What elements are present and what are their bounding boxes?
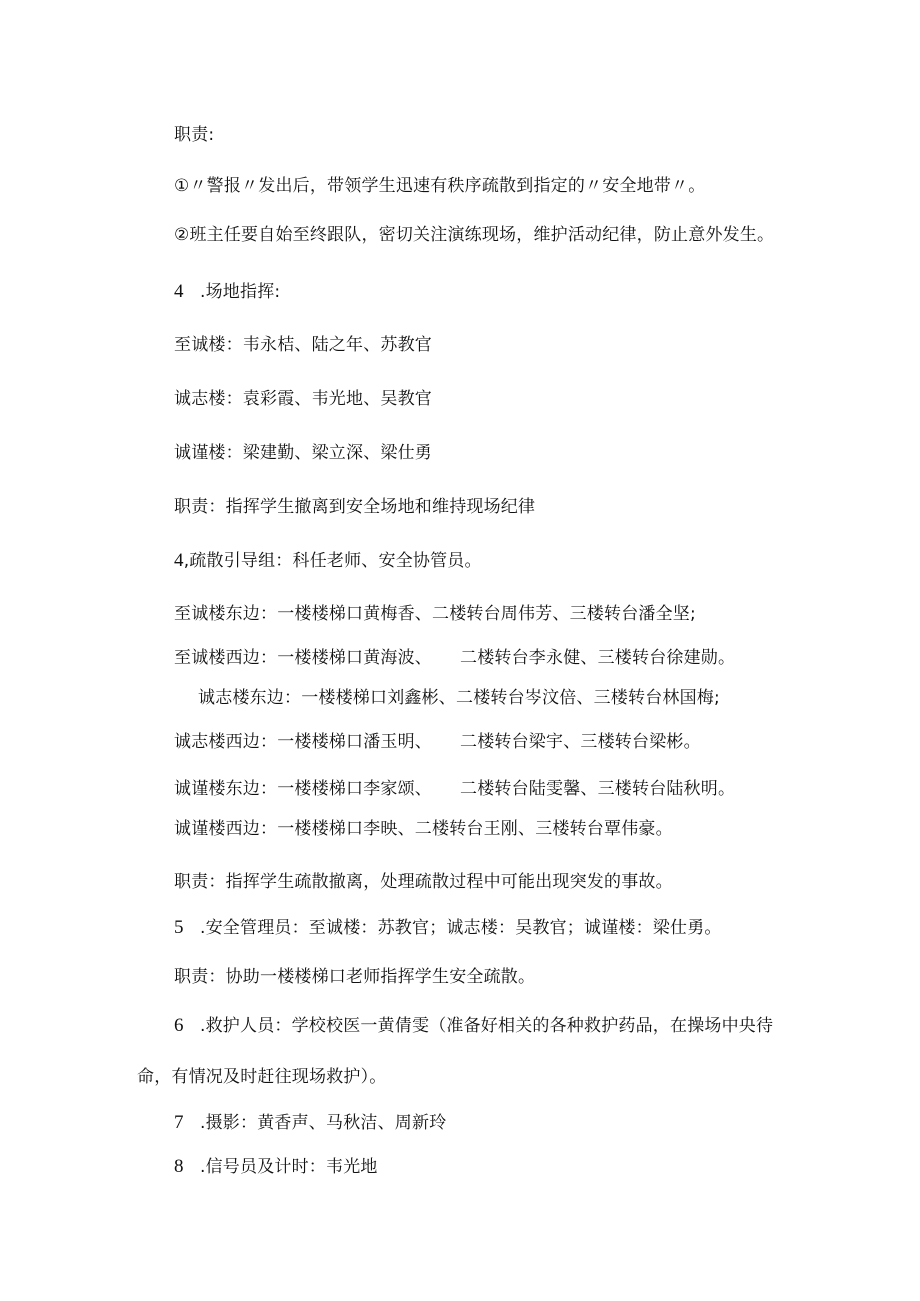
section-number: 4: [174, 550, 184, 571]
guide-line: [174, 603, 696, 625]
guide-text: 至诚楼西边：一楼楼梯口黄海波、: [174, 648, 432, 668]
section-4-venue-command: [174, 281, 280, 303]
section-text: .信号员及计时：韦光地: [200, 1157, 378, 1177]
section-number: 6: [174, 1015, 184, 1036]
section-number: 4: [174, 281, 184, 302]
section-number: 5: [174, 917, 184, 938]
duty-item-1: ①〃警报〃发出后，带领学生迅速有秩序疏散到指定的〃安全地带〃。: [174, 176, 706, 196]
section-8-signal-timer: [174, 1156, 378, 1178]
guide-text: 诚谨楼东边：一楼楼梯口李家颂、: [174, 779, 432, 799]
section-number: 7: [174, 1112, 184, 1133]
guide-text: 二楼转台李永健、三楼转台徐建勋。: [460, 648, 736, 668]
section-title: .场地指挥:: [200, 282, 281, 302]
venue-line: 诚志楼：袁彩霞、韦光地、吴教官: [174, 389, 432, 409]
venue-duty: 职责：指挥学生撤离到安全场地和维持现场纪律: [174, 497, 536, 517]
section-text: .摄影：黄香声、马秋洁、周新玲: [200, 1113, 447, 1133]
guide-text: 诚志楼西边：一楼楼梯口潘玉明、: [174, 732, 432, 752]
section-7-photography: [174, 1112, 446, 1134]
guide-duty: 职责：指挥学生疏散撤离，处理疏散过程中可能出现突发的事故。: [174, 872, 673, 892]
guide-line: [198, 687, 720, 709]
section-6-continuation: 命，有情况及时赶往现场救护）。: [137, 1067, 387, 1087]
section-number: 8: [174, 1156, 184, 1177]
duty-label: 职责:: [174, 125, 215, 145]
guide-line: [174, 731, 701, 753]
guide-text: 至诚楼东边：一楼楼梯口黄梅香、二楼转台周伟芳、三楼转台潘全坚;: [174, 604, 696, 624]
section-5-safety-managers: [174, 917, 722, 939]
section-text: .安全管理员：至诚楼：苏教官；诚志楼：吴教官；诚谨楼：梁仕勇。: [200, 918, 722, 938]
section-text: .救护人员：学校校医一黄倩雯（准备好相关的各种救护药品，在操场中央待: [200, 1016, 774, 1036]
guide-text: 诚志楼东边：一楼楼梯口刘鑫彬、二楼转台岑汶倍、三楼转台林国梅;: [198, 688, 720, 708]
section-6-medical: [174, 1015, 773, 1037]
venue-line: 至诚楼：韦永桔、陆之年、苏教官: [174, 335, 432, 355]
venue-line: 诚谨楼：梁建勤、梁立深、梁仕勇: [174, 443, 432, 463]
section-4-evacuation-guide: [174, 550, 482, 572]
guide-text: 二楼转台梁宇、三楼转台梁彬。: [460, 732, 701, 752]
safety-duty: 职责：协助一楼楼梯口老师指挥学生安全疏散。: [174, 967, 536, 987]
guide-line: [174, 647, 735, 669]
duty-item-2: ②班主任要自始至终跟队，密切关注演练现场，维护活动纪律，防止意外发生。: [174, 225, 775, 245]
guide-text: 二楼转台陆雯馨、三楼转台陆秋明。: [460, 779, 736, 799]
guide-text: 诚谨楼西边：一楼楼梯口李映、二楼转台王刚、三楼转台覃伟豪。: [174, 819, 673, 839]
guide-line: [174, 818, 673, 840]
section-title: ,疏散引导组：科任老师、安全协管员。: [183, 551, 482, 571]
guide-line: [174, 778, 735, 800]
